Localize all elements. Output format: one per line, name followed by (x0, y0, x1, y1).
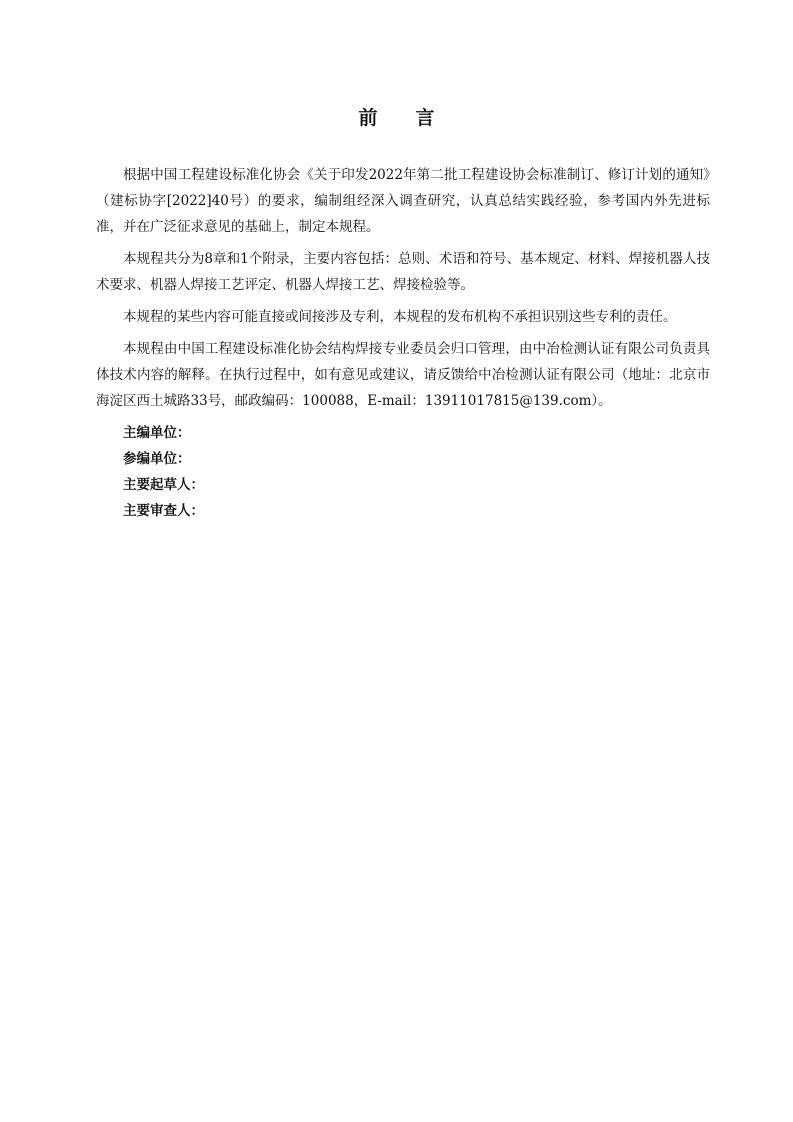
preface-body (96, 162, 710, 524)
main-drafters-label: 主要起草人： (123, 477, 204, 493)
participating-editor-label: 参编单位： (123, 451, 191, 467)
paragraph-background: 根据中国工程建设标准化协会《关于印发2022年第二批工程建设协会标准制订、修订计划的通知》（建标协字[2022]40号）的要求，编制组经深入调查研究，认真总结实践经验，参考国内外先进标准，并在广泛征求意见的基础上，制定本规程。 (96, 167, 710, 235)
page-title: 前言 (358, 107, 473, 129)
paragraph-management: 本规程由中国工程建设标准化协会结构焊接专业委员会归口管理，由中冶检测认证有限公司负责具体技术内容的解释。在执行过程中，如有意见或建议，请反馈给中冶检测认证有限公司（地址：北京市海淀区西土城路33号，邮政编码：100088，E-mail：13911017815@139.com）。 (96, 341, 710, 409)
main-reviewers-label: 主要审查人： (123, 503, 204, 519)
paragraph-contents: 本规程共分为8章和1个附录，主要内容包括：总则、术语和符号、基本规定、材料、焊接机器人技术要求、机器人焊接工艺评定、机器人焊接工艺、焊接检验等。 (96, 251, 710, 293)
chief-editor-label: 主编单位： (123, 425, 191, 441)
paragraph-patent: 本规程的某些内容可能直接或间接涉及专利，本规程的发布机构不承担识别这些专利的责任。 (123, 309, 677, 325)
